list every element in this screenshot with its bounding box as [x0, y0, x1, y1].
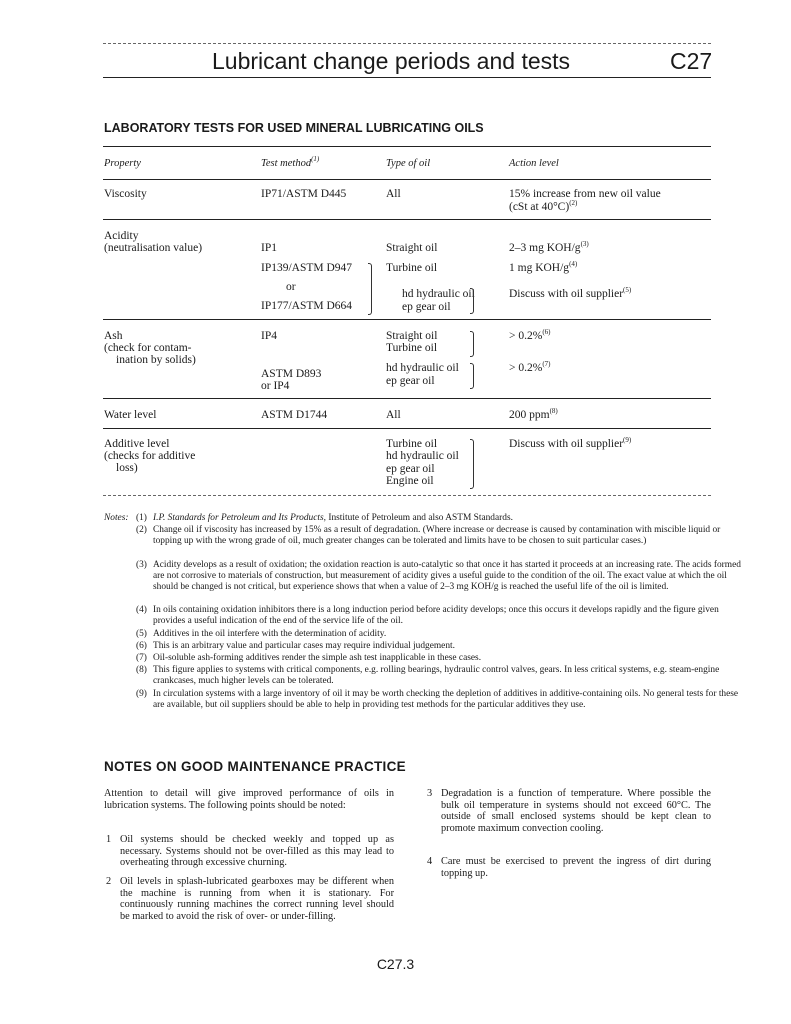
row-rule	[103, 398, 711, 399]
note-7: (7) Oil-soluble ash-forming additives render the simple ash test inapplicable in these cases.	[136, 653, 482, 663]
section-title-maintenance: NOTES ON GOOD MAINTENANCE PRACTICE	[104, 759, 406, 774]
acidity-oil-straight: Straight oil	[386, 242, 438, 254]
note-2: (2) Change oil if viscosity has increased by 15% as a result of degradation. (Where increase or decrease is caused by contamination with miscible liquid or topping up with the wrong grade of oil, much greater changes can be tolerated and limits have to be chosen to suit particular cases.)	[136, 525, 721, 546]
note-1: (1) I.P. Standards for Petroleum and Its Products, Institute of Petroleum and also ASTM Standards.	[136, 513, 513, 523]
row-rule	[103, 219, 711, 220]
viscosity-action-line1: 15% increase from new oil value	[509, 188, 661, 200]
acidity-action-straight: 2–3 mg KOH/$g^{(3)}$	[509, 240, 589, 254]
maintenance-point-1: 1 Oil systems should be checked weekly and topped up as necessary. Systems should not be over-filled as this may lead to overheating through excessive churning.	[106, 834, 394, 869]
ash-oil-brace-2	[470, 363, 474, 389]
table-top-rule	[103, 146, 711, 147]
section-code: C27	[670, 48, 713, 74]
ash-property-line1: Ash	[104, 330, 123, 342]
acidity-method-brace	[368, 263, 372, 315]
ash-property-line3: ination by solids)	[116, 354, 196, 366]
ash-oil-hydraulic: hd hydraulic oil	[386, 362, 459, 374]
acidity-action-supplier: Discuss with oil supplier$^{(5)}$	[509, 286, 632, 300]
header-rule	[103, 77, 711, 78]
page-number: C27.3	[376, 956, 415, 972]
maintenance-intro: Attention to detail will give improved performance of oils in lubrication systems. The following points should be noted:	[104, 788, 394, 811]
acidity-property-line2: (neutralisation value)	[104, 242, 203, 254]
header-top-rule	[103, 43, 711, 44]
viscosity-method: IP71/ASTM D445	[261, 188, 347, 200]
water-action: 200 ppm$^{(8)}$	[509, 407, 558, 421]
acidity-oil-hydraulic: hd hydraulic oil	[402, 288, 475, 300]
maintenance-point-3: 3 Degradation is a function of temperature. Where possible the bulk oil temperature in systems should not exceed 60°C. The outside of small enclosed systems should be kept clean to promote maximum convection cooling.	[427, 788, 711, 834]
additive-oil-turbine: Turbine oil	[386, 438, 438, 450]
ash-oil-gear: ep gear oil	[386, 375, 435, 387]
acidity-oil-turbine: Turbine oil	[386, 262, 438, 274]
col-header-oil-type: Type of oil	[386, 158, 431, 169]
acidity-method-ip139: IP139/ASTM D947	[261, 262, 353, 274]
viscosity-oil-type: All	[386, 188, 401, 200]
acidity-method-ip177: IP177/ASTM D664	[261, 300, 353, 312]
acidity-method-or: or	[286, 281, 296, 293]
note-5: (5) Additives in the oil interfere with the determination of acidity.	[136, 629, 387, 639]
water-oil-type: All	[386, 409, 401, 421]
ash-oil-turbine: Turbine oil	[386, 342, 438, 354]
col-header-test-method: Test method$^{(1)}$	[261, 155, 320, 169]
col-header-property: Property	[104, 158, 141, 169]
header-bottom-rule	[103, 179, 711, 180]
note-8: (8) This figure applies to systems with critical components, e.g. rolling bearings, hydraulic control valves, gears. In less critical systems, e.g. steam-engine crankcases, much higher levels can be tolerated.	[136, 665, 720, 686]
additive-oil-brace	[470, 439, 474, 489]
ash-action-2: > 0.2%$^{(7)}$	[509, 360, 551, 374]
note-6: (6) This is an arbitrary value and particular cases may require individual judgement.	[136, 641, 455, 651]
ash-action-1: > 0.2%$^{(6)}$	[509, 328, 551, 342]
acidity-method-ip1: IP1	[261, 242, 277, 254]
water-method: ASTM D1744	[261, 409, 328, 421]
col-header-action-level: Action level	[509, 158, 559, 169]
viscosity-action-line2: (cSt at 40°C)$^{(2)}$	[509, 199, 578, 213]
ash-oil-straight: Straight oil	[386, 330, 438, 342]
note-4: (4) In oils containing oxidation inhibitors there is a long induction period before acidity develops; once this occurs it develops rapidly and the figure given provides a useful indication of the end of the service life of the oil.	[136, 605, 719, 626]
ash-method-ip4: IP4	[261, 330, 277, 342]
ash-oil-brace-1	[470, 331, 474, 357]
viscosity-property: Viscosity	[104, 188, 147, 200]
section-title-lab-tests: LABORATORY TESTS FOR USED MINERAL LUBRICATING OILS	[104, 121, 484, 135]
additive-oil-gear: ep gear oil	[386, 463, 435, 475]
additive-oil-engine: Engine oil	[386, 475, 434, 487]
ash-property-line2: (check for contam-	[104, 342, 192, 354]
additive-property-line1: Additive level	[104, 438, 170, 450]
ash-method-or-ip4: or IP4	[261, 380, 290, 392]
additive-oil-hydraulic: hd hydraulic oil	[386, 450, 459, 462]
maintenance-point-4: 4 Care must be exercised to prevent the ingress of dirt during topping up.	[427, 856, 711, 879]
row-rule	[103, 428, 711, 429]
table-bottom-rule	[103, 495, 711, 496]
acidity-action-turbine: 1 mg KOH/$g^{(4)}$	[509, 260, 578, 274]
row-rule	[103, 319, 711, 320]
additive-property-line2: (checks for additive	[104, 450, 196, 462]
note-9: (9) In circulation systems with a large inventory of oil it may be worth checking the depletion of additives in additive-containing oils. No general tests for these are available, but oil suppliers should be able to help in providing test methods for the particular additives they use.	[136, 689, 739, 710]
additive-property-line3: loss)	[116, 462, 138, 474]
page-title: Lubricant change periods and tests	[212, 48, 571, 74]
acidity-oil-brace	[470, 288, 474, 314]
water-property: Water level	[104, 409, 157, 421]
maintenance-point-2: 2 Oil levels in splash-lubricated gearboxes may be different when the machine is running from when it is stationary. For continuously running machines the correct running level should be marked to avoid the risk of over- or under-filling.	[106, 876, 394, 922]
additive-action: Discuss with oil supplier$^{(9)}$	[509, 436, 632, 450]
notes-label: Notes:	[104, 513, 129, 523]
acidity-oil-gear: ep gear oil	[402, 301, 451, 313]
acidity-property-line1: Acidity	[104, 230, 139, 242]
note-3: (3) Acidity develops as a result of oxidation; the oxidation reaction is auto-catalytic so that once it has started it proceeds at an increasing rate. The acids formed are not corrosive to materials of construction, but measurement of acidity gives a useful guide to the condition of the oil. The exact value at which the oil should be changed is not critical, but experience shows that when a value of 2–3 mg KOH/g is reached the useful life of the oil is limited.	[136, 560, 741, 592]
ash-method-astm-d893: ASTM D893	[261, 368, 322, 380]
